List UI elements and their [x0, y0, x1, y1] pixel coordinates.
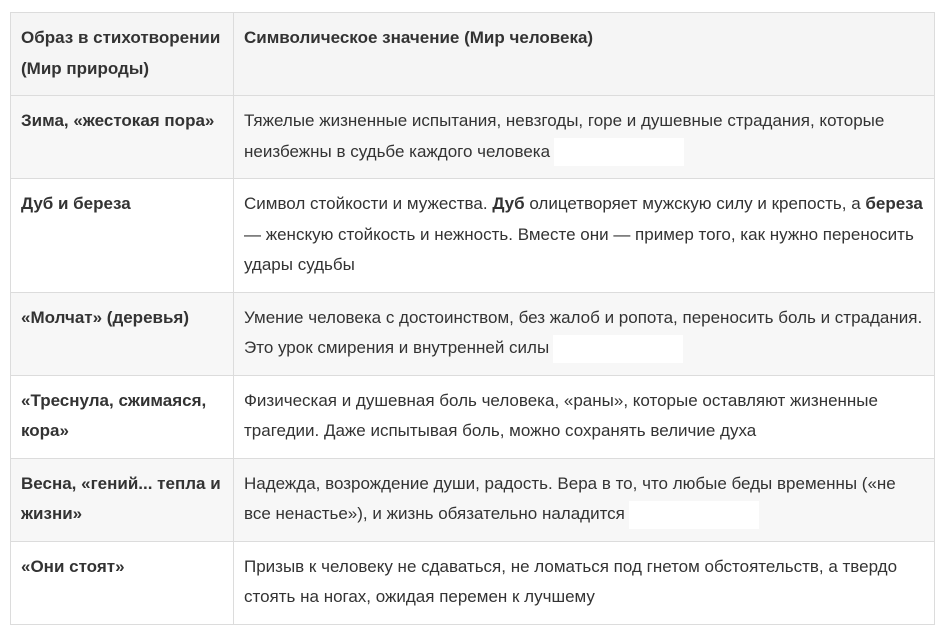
- table-row: [11, 292, 935, 375]
- meaning-cell: [234, 179, 935, 293]
- symbolism-table: [10, 12, 935, 625]
- table-row: [11, 541, 935, 624]
- header-meaning-column: Символическое значение (Мир человека): [234, 13, 935, 96]
- bold-term-birch: береза: [865, 194, 923, 213]
- image-cell: Зима, «жестокая пора»: [11, 96, 234, 179]
- text-highlight: [599, 584, 729, 612]
- text-highlight: [760, 418, 890, 446]
- meaning-text: Тяжелые жизненные испытания, невзгоды, горе и душевные страдания, которые неизбежны в судьбе каждого человека: [244, 111, 885, 161]
- table-row: [11, 458, 935, 541]
- image-cell: «Треснула, сжимаяся, кора»: [11, 375, 234, 458]
- table-row: [11, 96, 935, 179]
- meaning-text: — женскую стойкость и нежность. Вместе они — пример того, как нужно переносить удары судьбы: [244, 224, 914, 274]
- image-cell: «Молчат» (деревья): [11, 292, 234, 375]
- meaning-cell: [234, 375, 935, 458]
- table-header: [11, 13, 935, 96]
- text-highlight: [554, 138, 684, 166]
- meaning-text: Надежда, возрождение души, радость. Вера в то, что любые беды временны («не все ненастье»), и жизнь обязательно наладится: [244, 473, 896, 523]
- table-body: [11, 96, 935, 625]
- meaning-text: Физическая и душевная боль человека, «раны», которые оставляют жизненные трагедии. Даже испытывая боль, можно сохранять величие духа: [244, 390, 878, 440]
- image-cell: Дуб и береза: [11, 179, 234, 293]
- meaning-text: олицетворяет мужскую силу и крепость, а: [524, 194, 866, 213]
- image-cell: Весна, «гений... тепла и жизни»: [11, 458, 234, 541]
- text-highlight: [629, 501, 759, 529]
- meaning-cell: [234, 96, 935, 179]
- image-cell: «Они стоят»: [11, 541, 234, 624]
- meaning-cell: [234, 292, 935, 375]
- text-highlight: [553, 335, 683, 363]
- meaning-cell: [234, 458, 935, 541]
- meaning-cell: [234, 541, 935, 624]
- text-highlight: [359, 252, 489, 280]
- table-row: [11, 179, 935, 293]
- meaning-text: Символ стойкости и мужества.: [244, 194, 493, 213]
- meaning-text: Умение человека с достоинством, без жалоб и ропота, переносить боль и страдания. Это урок смирения и внутренней силы: [244, 307, 923, 357]
- content-area: [10, 12, 934, 625]
- meaning-text: Призыв к человеку не сдаваться, не ломаться под гнетом обстоятельств, а твердо стоять на ногах, ожидая перемен к лучшему: [244, 556, 898, 606]
- header-image-column: Образ в стихотворении (Мир природы): [11, 13, 234, 96]
- header-row: [11, 13, 935, 96]
- bold-term-oak: Дуб: [492, 194, 525, 213]
- table-row: [11, 375, 935, 458]
